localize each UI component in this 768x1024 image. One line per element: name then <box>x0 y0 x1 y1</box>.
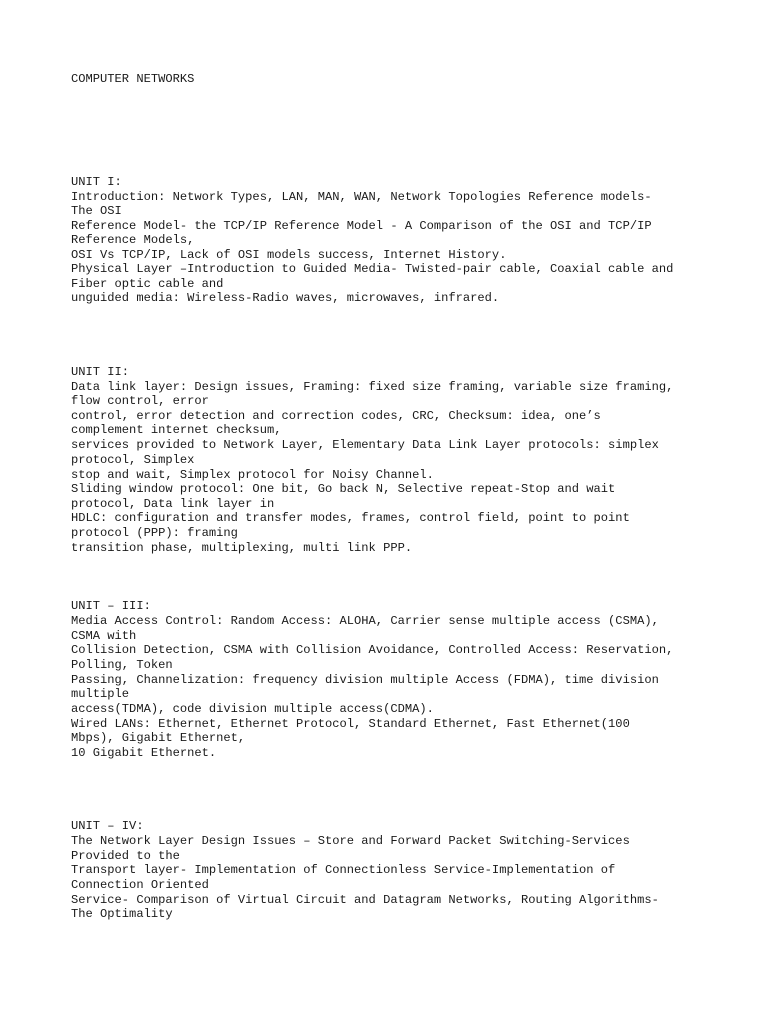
unit-4-line: Service- Comparison of Virtual Circuit and Datagram Networks, Routing Algorithms- <box>71 892 659 907</box>
unit-2-line: services provided to Network Layer, Elementary Data Link Layer protocols: simplex <box>71 438 659 452</box>
unit-3-line: access(TDMA), code division multiple access(CDMA). <box>71 702 434 716</box>
unit-3-line: Polling, Token <box>71 657 173 672</box>
unit-4-line: Connection Oriented <box>71 877 209 892</box>
unit-1-line: OSI Vs TCP/IP, Lack of OSI models success, Internet History. <box>71 247 507 262</box>
unit-2-line: flow control, error <box>71 394 209 408</box>
unit-2-line: Data link layer: Design issues, Framing: fixed size framing, variable size framing, <box>71 379 674 394</box>
unit-2-line: protocol (PPP): framing <box>71 526 238 540</box>
unit-4-line: Provided to the <box>71 848 180 863</box>
unit-4-heading: UNIT – IV: <box>71 819 144 833</box>
unit-4-line: The Network Layer Design Issues – Store and Forward Packet Switching-Services <box>71 834 630 848</box>
unit-3-line: CSMA with <box>71 628 137 643</box>
unit-3-line: Collision Detection, CSMA with Collision Avoidance, Controlled Access: Reservation, <box>71 643 674 657</box>
unit-2-line: transition phase, multiplexing, multi link PPP. <box>71 541 413 555</box>
unit-2-line: control, error detection and correction codes, CRC, Checksum: idea, one’s <box>71 408 601 423</box>
unit-3-line: Wired LANs: Ethernet, Ethernet Protocol, Standard Ethernet, Fast Ethernet(100 <box>71 716 630 731</box>
unit-1-line: Reference Models, <box>71 233 195 247</box>
unit-2-line: complement internet checksum, <box>71 423 282 437</box>
unit-2-line: stop and wait, Simplex protocol for Noisy Channel. <box>71 467 434 482</box>
unit-2-line: HDLC: configuration and transfer modes, frames, control field, point to point <box>71 511 630 525</box>
unit-3-line: Passing, Channelization: frequency division multiple Access (FDMA), time division <box>71 672 659 687</box>
unit-1-line: Reference Model- the TCP/IP Reference Model - A Comparison of the OSI and TCP/IP <box>71 218 652 233</box>
unit-1-line: Introduction: Network Types, LAN, MAN, WAN, Network Topologies Reference models- <box>71 189 652 204</box>
unit-2-line: protocol, Simplex <box>71 453 195 467</box>
unit-1-line: Physical Layer –Introduction to Guided Media- Twisted-pair cable, Coaxial cable and <box>71 262 674 276</box>
unit-2-heading: UNIT II: <box>71 365 130 379</box>
document-title: COMPUTER NETWORKS <box>71 72 195 86</box>
unit-1-line: The OSI <box>71 204 122 218</box>
unit-3-line: 10 Gigabit Ethernet. <box>71 746 217 760</box>
unit-1-line: unguided media: Wireless-Radio waves, microwaves, infrared. <box>71 291 500 305</box>
unit-2-line: protocol, Data link layer in <box>71 496 275 511</box>
unit-2-line: Sliding window protocol: One bit, Go back N, Selective repeat-Stop and wait <box>71 482 616 496</box>
unit-3-line: multiple <box>71 687 130 701</box>
unit-3-line: Media Access Control: Random Access: ALOHA, Carrier sense multiple access (CSMA), <box>71 614 659 628</box>
unit-4-line: The Optimality <box>71 907 173 921</box>
unit-4-line: Transport layer- Implementation of Connectionless Service-Implementation of <box>71 863 616 877</box>
unit-1-line: Fiber optic cable and <box>71 276 224 291</box>
unit-1-heading: UNIT I: <box>71 175 122 189</box>
unit-3-line: Mbps), Gigabit Ethernet, <box>71 731 246 745</box>
unit-3-heading: UNIT – III: <box>71 599 151 613</box>
